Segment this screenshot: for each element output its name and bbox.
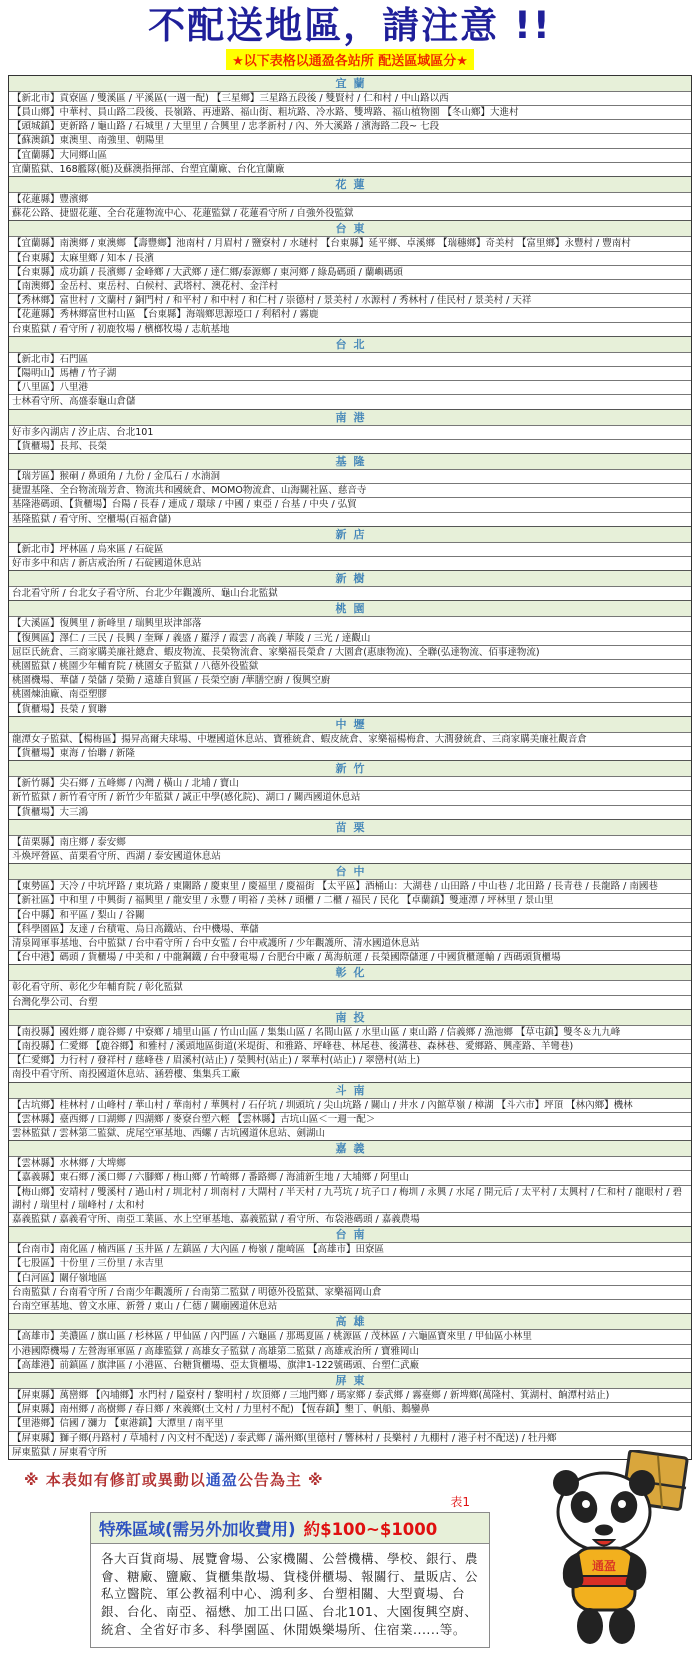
region-row: 【貨櫃場】東海 / 怡聯 / 新隆 — [9, 746, 691, 760]
delivery-table — [8, 75, 692, 1460]
region-row: 嘉義監獄 / 嘉義看守所、南亞工業區、水上空軍基地、嘉義監獄 / 看守所、布袋港碼頭 / 嘉義農場 — [9, 1212, 691, 1226]
region-row: 【新社區】中和里 / 中興街 / 福興里 / 龍安里 / 永豐 / 明裕 / 美林 / 頭櫃 / 二櫃 / 福民 / 民化 【卓蘭鎮】雙連潭 / 坪林里 / 景山里 — [9, 893, 691, 907]
region-row: 【大溪區】復興里 / 新峰里 / 瑞興里崁津部落 — [9, 616, 691, 630]
region-row: 【八里區】八里港 — [9, 380, 691, 394]
special-box-body: 各大百貨商場、展覽會場、公家機關、公營機構、學校、銀行、農會、糖廠、鹽廠、貨櫃集散場、貨棧併櫃場、報關行、量販店、公私立醫院、軍公教福利中心、鴻利多、台塑相關、大型賣場、台銀、台化、南亞、福懋、加工出口區、台北101、大園復興空廚、統倉、全省好市多、科學園區、休閒娛樂場所、住宿業......等。 — [101, 1550, 479, 1637]
region-row: 【雲林縣】水林鄉 / 大埤鄉 — [9, 1156, 691, 1170]
section-header: 宜蘭 — [9, 76, 691, 91]
section-header: 桃園 — [9, 600, 691, 616]
region-row: 龍潭女子監獄、【楊梅區】揚昇高爾夫球場、中壢國道休息站、寶雅統倉、蝦皮統倉、家樂福楊梅倉、大潤發統倉、三商家購美廉社觀音倉 — [9, 732, 691, 746]
section-header: 南港 — [9, 409, 691, 425]
special-box-title: 特殊區域(需另外加收費用) — [99, 1519, 296, 1539]
section-header: 台南 — [9, 1226, 691, 1242]
region-row: 台南監獄 / 台南看守所 / 台南少年觀護所 / 台南第二監獄 / 明德外役監獄、家樂福岡山倉 — [9, 1285, 691, 1299]
region-row: 捷盟基隆、全台物流瑞芳倉、物流共和國統倉、MOMO物流倉、山海關社區、慈音寺 — [9, 483, 691, 497]
region-row: 【白河區】關仔嶺地區 — [9, 1271, 691, 1285]
section-header: 台東 — [9, 220, 691, 236]
section-header: 台中 — [9, 863, 691, 879]
region-row: 【新竹縣】尖石鄉 / 五峰鄉 / 內灣 / 橫山 / 北埔 / 寶山 — [9, 776, 691, 790]
section-header: 中壢 — [9, 716, 691, 732]
region-row: 好市多中和店 / 新店戒治所 / 石碇國道休息站 — [9, 556, 691, 570]
footer — [0, 1460, 700, 1648]
region-row: 屏東監獄 / 屏東看守所 — [9, 1445, 691, 1459]
region-row: 【新北市】貢寮區 / 雙溪區 / 平溪區(一週一配) 【三星鄉】三星路五段後 / 雙賢村 / 仁和村 / 中山路以西 — [9, 91, 691, 105]
region-row: 【屏東縣】萬巒鄉 【內埔鄉】水門村 / 隘寮村 / 黎明村 / 坎頂鄉 / 三地門鄉 / 瑪家鄉 / 泰武鄉 / 霧臺鄉 / 新埤鄉(萬隆村、箕湖村、餉潭村站止) — [9, 1388, 691, 1402]
region-row: 【台東縣】成功鎮 / 長濱鄉 / 金峰鄉 / 大武鄉 / 達仁鄉/泰源鄉 / 東河鄉 / 綠島碼頭 / 蘭嶼碼頭 — [9, 265, 691, 279]
section-header: 苗栗 — [9, 819, 691, 835]
section-header: 嘉義 — [9, 1140, 691, 1156]
section-header: 新店 — [9, 526, 691, 542]
region-row: 【陽明山】馬槽 / 竹子湖 — [9, 366, 691, 380]
region-row: 好市多內湖店 / 汐止店、台北101 — [9, 425, 691, 439]
region-row: 【台中縣】和平區 / 梨山 / 谷關 — [9, 908, 691, 922]
section-header: 台北 — [9, 336, 691, 352]
region-row: 【瑞芳區】猴硐 / 鼻頭角 / 九份 / 金瓜石 / 水湳洞 — [9, 469, 691, 483]
region-row: 【科學園區】友達 / 台積電、烏日高鐵站、台中機場、華儲 — [9, 922, 691, 936]
region-row: 彰化看守所、彰化少年輔育院 / 彰化監獄 — [9, 980, 691, 994]
region-row: 【里港鄉】信國 / 瀰力 【東港鎮】大潭里 / 南平里 — [9, 1416, 691, 1430]
region-row: 【高雄港】前鎮區 / 旗津區 / 小港區、台糖貨櫃場、亞太貨櫃場、旗津1-122號碼頭、台塑仁武廠 — [9, 1358, 691, 1372]
region-row: 【苗栗縣】南庄鄉 / 泰安鄉 — [9, 835, 691, 849]
special-box-header — [91, 1513, 489, 1544]
region-row: 【新北市】坪林區 / 烏來區 / 石碇區 — [9, 542, 691, 556]
region-row: 【東勢區】天冷 / 中坑坪路 / 東坑路 / 東關路 / 慶東里 / 慶福里 / 慶福街 【太平區】酒桶山：大湖巷 / 山田路 / 中山巷 / 北田路 / 長青巷 / 長龍路 / 南國巷 — [9, 879, 691, 893]
region-row: 【貨櫃場】長邦、長榮 — [9, 439, 691, 453]
region-row: 【花蓮縣】秀林鄉富世村山區 【台東縣】海端鄉思源埡口 / 利稻村 / 霧鹿 — [9, 307, 691, 321]
region-row: 【花蓮縣】豐濱鄉 — [9, 192, 691, 206]
region-row: 【台中港】碼頭 / 貨櫃場 / 中美和 / 中龍鋼鐵 / 台中發電場 / 台肥台中廠 / 萬海航運 / 長榮國際儲運 / 中國貨櫃運輸 / 西碼頭貨櫃場 — [9, 950, 691, 964]
region-row: 【蘇澳鎮】東澳里、南強里、朝陽里 — [9, 133, 691, 147]
section-header: 斗南 — [9, 1082, 691, 1098]
region-row: 基隆監獄 / 看守所、空櫃場(百福倉儲) — [9, 512, 691, 526]
region-row: 台東監獄 / 看守所 / 初鹿牧場 / 檳榔牧場 / 志航基地 — [9, 322, 691, 336]
section-header: 彰化 — [9, 964, 691, 980]
region-row: 【七股區】十份里 / 三份里 / 永吉里 — [9, 1256, 691, 1270]
region-row: 【宜蘭縣】南澳鄉 / 東澳鄉 【壽豐鄉】池南村 / 月眉村 / 鹽寮村 / 水璉村 【台東縣】延平鄉、卓溪鄉 【瑞穗鄉】奇美村 【富里鄉】永豐村 / 豐南村 — [9, 236, 691, 250]
page-subtitle: ★以下表格以通盈各站所 配送區域區分★ — [226, 49, 474, 70]
special-box-price: 約$100~$1000 — [303, 1519, 438, 1539]
notice-brand: 通盈 — [205, 1470, 238, 1489]
region-row: 雲林監獄 / 雲林第二監獄、虎尾空軍基地、西螺 / 古坑國道休息站、劍湖山 — [9, 1126, 691, 1140]
panda-mascot-icon — [546, 1450, 696, 1648]
region-row: 屈臣氏統倉、三商家購美廉社總倉、蝦皮物流、長榮物流倉、家樂福長榮倉 / 大園倉(惠康物流)、全聯(弘達物流、佰事達物流) — [9, 645, 691, 659]
region-row: 【宜蘭縣】大同鄉山區 — [9, 148, 691, 162]
region-row: 【古坑鄉】桂林村 / 山峰村 / 華山村 / 華南村 / 華興村 / 石仔坑 / 圳頭坑 / 尖山坑路 / 關山 / 井水 / 內館草嶺 / 樟湖 【斗六市】坪頂 【林內鄉】機林 — [9, 1098, 691, 1112]
section-header: 新樹 — [9, 570, 691, 586]
region-row: 【秀林鄉】富世村 / 文蘭村 / 銅門村 / 和平村 / 和中村 / 和仁村 / 崇德村 / 景美村 / 水源村 / 秀林村 / 佳民村 / 景美村 / 天祥 — [9, 293, 691, 307]
region-row: 士林看守所、高盛泰龜山倉儲 — [9, 394, 691, 408]
region-row: 台灣化學公司、台塑 — [9, 995, 691, 1009]
section-header: 南投 — [9, 1009, 691, 1025]
region-row: 新竹監獄 / 新竹看守所 / 新竹少年監獄 / 誠正中學(感化院)、湖口 / 關西國道休息站 — [9, 790, 691, 804]
region-row: 台北看守所 / 台北女子看守所、台北少年觀護所、龜山台北監獄 — [9, 586, 691, 600]
region-row: 桃園機場、華儲 / 榮儲 / 榮勤 / 遠雄自貿區 / 長榮空廚 /華膳空廚 / 復興空廚 — [9, 673, 691, 687]
region-row: 【貨櫃場】大三鴻 — [9, 805, 691, 819]
region-row: 【屏東縣】獅子鄉(丹路村 / 草埔村 / 內文村不配送) / 泰武鄉 / 滿州鄉(里德村 / 響林村 / 長樂村 / 九棚村 / 港子村不配送) / 牡丹鄉 — [9, 1431, 691, 1445]
region-row: 【復興區】澤仁 / 三民 / 長興 / 奎輝 / 義盛 / 羅浮 / 霞雲 / 高義 / 華陵 / 三光 / 達觀山 — [9, 631, 691, 645]
region-row: 斗煥坪營區、苗栗看守所、西湖 / 泰安國道休息站 — [9, 849, 691, 863]
region-row: 【梅山鄉】安靖村 / 雙溪村 / 過山村 / 圳北村 / 圳南村 / 大閘村 / 半天村 / 九芎坑 / 坑子口 / 梅圳 / 永興 / 水尾 / 開元后 / 太平村 / 太興村 / 仁和村 / 龍眼村 / 碧湖村 / 瑞里村 / 瑞峰村 / 太和村 — [9, 1185, 691, 1212]
table1-label: 表1 — [450, 1494, 470, 1509]
region-row: 桃園監獄 / 桃園少年輔育院 / 桃園女子監獄 / 八德外役監獄 — [9, 659, 691, 673]
region-row: 【仁愛鄉】力行村 / 發祥村 / 慈峰巷 / 眉溪村(站止) / 榮興村(站止) / 翠華村(站止) / 翠巒村(站上) — [9, 1053, 691, 1067]
section-header: 花蓮 — [9, 176, 691, 192]
region-row: 桃園煉油廠、南亞塑膠 — [9, 687, 691, 701]
region-row: 【高雄市】美濃區 / 旗山區 / 杉林區 / 甲仙區 / 內門區 / 六龜區 / 那瑪夏區 / 桃源區 / 茂林區 / 六龜區寶來里 / 甲仙區小林里 — [9, 1329, 691, 1343]
region-row: 【雲林縣】臺西鄉 / 口湖鄉 / 四湖鄉 / 麥寮台塑六輕 【雲林縣】古坑山區＜一週一配＞ — [9, 1112, 691, 1126]
notice-suffix: 公告為主 ※ — [237, 1470, 324, 1489]
region-row: 【員山鄉】中華村、員山路二段後、長嶺路、再連路、福山街、粗坑路、冷水路、雙埤路、福山植物園 【冬山鄉】大進村 — [9, 105, 691, 119]
page-title: 不配送地區，請注意 !! — [148, 4, 552, 47]
region-row: 清泉岡軍事基地、台中監獄 / 台中看守所 / 台中女監 / 台中戒護所 / 少年觀護所、清水國道休息站 — [9, 936, 691, 950]
region-row: 【南投縣】仁愛鄉 【鹿谷鄉】和雅村 / 溪頭地區街道(米堤街、和雅路、坪峰巷、林尾巷、後溝巷、森林巷、愛鄉路、興產路、羊彎巷) — [9, 1039, 691, 1053]
section-header: 基隆 — [9, 453, 691, 469]
region-row: 宜蘭監獄、168艦隊(艇)及蘇澳指揮部、台塑宜蘭廠、台化宜蘭廠 — [9, 162, 691, 176]
region-row: 台南空軍基地、曾文水庫、新營 / 東山 / 仁德 / 關廟國道休息站 — [9, 1299, 691, 1313]
region-row: 【台東縣】太麻里鄉 / 知本 / 長濱 — [9, 251, 691, 265]
region-row: 【南澳鄉】金岳村、東岳村、白候村、武塔村、澳花村、金洋村 — [9, 279, 691, 293]
section-header: 新竹 — [9, 760, 691, 776]
special-area-box — [90, 1512, 490, 1648]
notice-prefix: ※ 本表如有修訂或異動以 — [24, 1470, 206, 1489]
region-row: 基隆港碼頭、【貨櫃場】台陽 / 長春 / 連成 / 環球 / 中國 / 東亞 / 台基 / 中央 / 弘貿 — [9, 497, 691, 511]
region-row: 【新北市】石門區 — [9, 352, 691, 366]
region-row: 【嘉義縣】東石鄉 / 溪口鄉 / 六腳鄉 / 梅山鄉 / 竹崎鄉 / 番路鄉 / 海浦新生地 / 大埔鄉 / 阿里山 — [9, 1170, 691, 1184]
region-row: 【貨櫃場】長榮 / 貿聯 — [9, 702, 691, 716]
section-header: 高雄 — [9, 1313, 691, 1329]
region-row: 【頭城鎮】更新路 / 龜山路 / 石城里 / 大里里 / 合興里 / 忠孝新村 / 內、外大溪路 / 濱海路二段~ 七段 — [9, 119, 691, 133]
section-header: 屏東 — [9, 1372, 691, 1388]
mascot-brand-text: 通盈 — [591, 1558, 617, 1573]
subtitle-wrap — [0, 49, 700, 70]
region-row: 南投中看守所、南投國道休息站、涵碧樓、集集兵工廠 — [9, 1067, 691, 1081]
region-row: 【南投縣】國姓鄉 / 鹿谷鄉 / 中寮鄉 / 埔里山區 / 竹山山區 / 集集山區 / 名間山區 / 水里山區 / 東山路 / 信義鄉 / 漁池鄉 【草屯鎮】雙冬＆九九峰 — [9, 1025, 691, 1039]
region-row: 小港國際機場 / 左營海軍軍區 / 高雄監獄 / 高雄女子監獄 / 高雄第二監獄 / 高雄戒治所 / 寶雅岡山 — [9, 1344, 691, 1358]
region-row: 【台南市】南化區 / 楠西區 / 玉井區 / 左鎮區 / 大內區 / 梅嶺 / 龍崎區 【高雄市】田寮區 — [9, 1242, 691, 1256]
region-row: 蘇花公路、捷盟花蓮、全台花蓮物流中心、花蓮監獄 / 花蓮看守所 / 自強外役監獄 — [9, 206, 691, 220]
region-row: 【屏東縣】南州鄉 / 高樹鄉 / 春日鄉 / 來義鄉(土文村 / 力里村不配) 【恆春鎮】墾丁、帆船、鵝鑾鼻 — [9, 1402, 691, 1416]
